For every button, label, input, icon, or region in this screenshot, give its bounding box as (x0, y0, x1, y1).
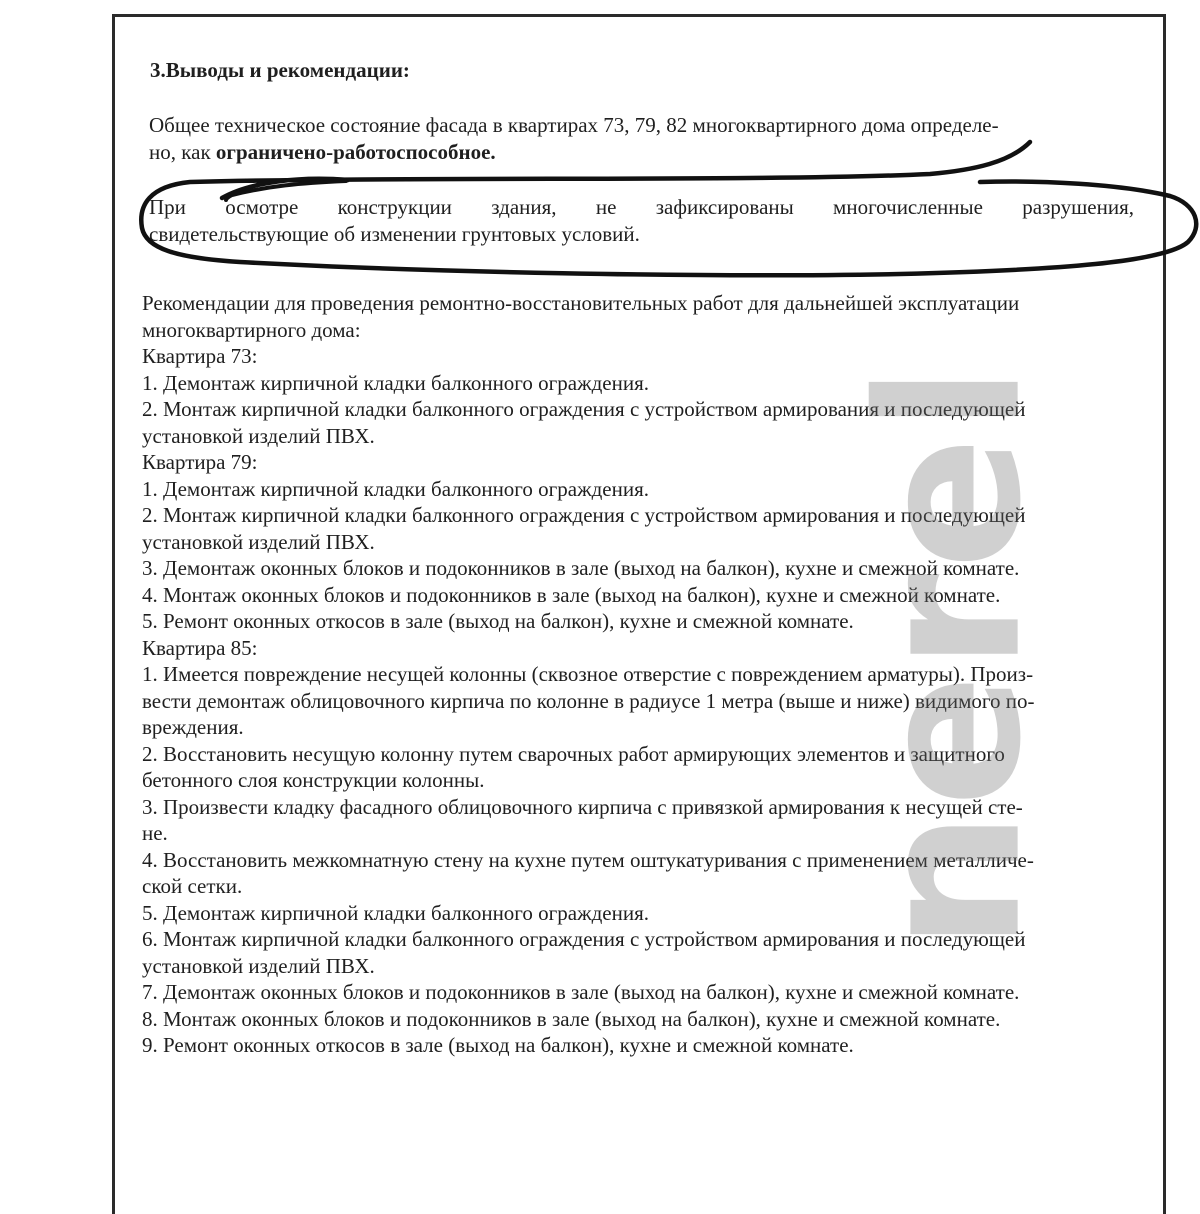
section-heading: 3.Выводы и рекомендации: (150, 58, 410, 82)
recommendation-item: установкой изделий ПВХ. (142, 529, 375, 554)
recommendation-item: не. (142, 821, 168, 845)
recommendation-item: ской сетки. (142, 874, 243, 898)
recommendation-item: 9. Ремонт оконных откосов в зале (выход на балкон), кухне и смежной комнате. (142, 1033, 854, 1057)
summary-line-2 (149, 139, 1115, 166)
summary-line-2-prefix: но, как (149, 139, 216, 164)
recommendation-item: бетонного слоя конструкции колонны. (142, 768, 485, 792)
recommendation-item: вести демонтаж облицовочного кирпича по колонне в радиусе 1 метра (выше и ниже) видимого по- (142, 688, 1035, 713)
condition-verdict: ограничено-работоспособное. (215, 139, 496, 164)
recommendation-item: 1. Имеется повреждение несущей колонны (сквозное отверстие с повреждением арматуры). Произ- (142, 662, 1034, 686)
recommendation-item: вреждения. (142, 715, 244, 739)
recommendation-item: 2. Монтаж кирпичной кладки балконного ограждения с устройством армирования и последующей (142, 503, 1026, 527)
recommendation-item: 5. Демонтаж кирпичной кладки балконного ограждения. (142, 900, 649, 925)
recommendation-item: 1. Демонтаж кирпичной кладки балконного ограждения. (142, 476, 649, 501)
recommendation-item: 2. Монтаж кирпичной кладки балконного ограждения с устройством армирования и последующей (142, 397, 1026, 421)
watermark-text: nerel (837, 361, 1065, 951)
summary-line-1: Общее техническое состояние фасада в квартирах 73, 79, 82 многоквартирного дома определе- (149, 113, 999, 137)
recommendation-item: 5. Ремонт оконных откосов в зале (выход на балкон), кухне и смежной комнате. (142, 609, 854, 633)
recommendations-line: Рекомендации для проведения ремонтно-восстановительных работ для дальнейшей эксплуатации (142, 291, 1020, 315)
recommendation-item: установкой изделий ПВХ. (142, 423, 375, 448)
observation-line-2: свидетельствующие об изменении грунтовых условий. (149, 221, 640, 246)
recommendation-item: установкой изделий ПВХ. (142, 953, 375, 978)
observation-line-1: При осмотре конструкции здания, не зафиксированы многочисленные разрушения, (149, 195, 1134, 219)
recommendation-item: 2. Восстановить несущую колонну путем сварочных работ армирующих элементов и защитного (142, 741, 1005, 766)
recommendation-item: 4. Монтаж оконных блоков и подоконников в зале (выход на балкон), кухне и смежной комнате. (142, 582, 1001, 607)
recommendation-item: 3. Произвести кладку фасадного облицовочного кирпича с привязкой армирования к несущей сте- (142, 794, 1023, 819)
recommendation-item: 6. Монтаж кирпичной кладки балконного ограждения с устройством армирования и последующей (142, 927, 1026, 951)
apartment-heading: Квартира 73: (142, 344, 258, 368)
watermark (837, 232, 1065, 1080)
recommendation-item: 8. Монтаж оконных блоков и подоконников в зале (выход на балкон), кухне и смежной комнате. (142, 1006, 1001, 1031)
recommendation-item: 4. Восстановить межкомнатную стену на кухне путем оштукатуривания с применением металличе- (142, 847, 1034, 872)
recommendation-item: 7. Демонтаж оконных блоков и подоконников в зале (выход на балкон), кухне и смежной комнате. (142, 980, 1020, 1004)
apartment-heading: Квартира 85: (142, 635, 258, 660)
recommendation-item: 3. Демонтаж оконных блоков и подоконников в зале (выход на балкон), кухне и смежной комнате. (142, 556, 1020, 580)
apartment-heading: Квартира 79: (142, 450, 258, 474)
recommendation-item: 1. Демонтаж кирпичной кладки балконного ограждения. (142, 370, 649, 395)
recommendations-line: многоквартирного дома: (142, 317, 361, 342)
summary-paragraph (149, 112, 1115, 165)
